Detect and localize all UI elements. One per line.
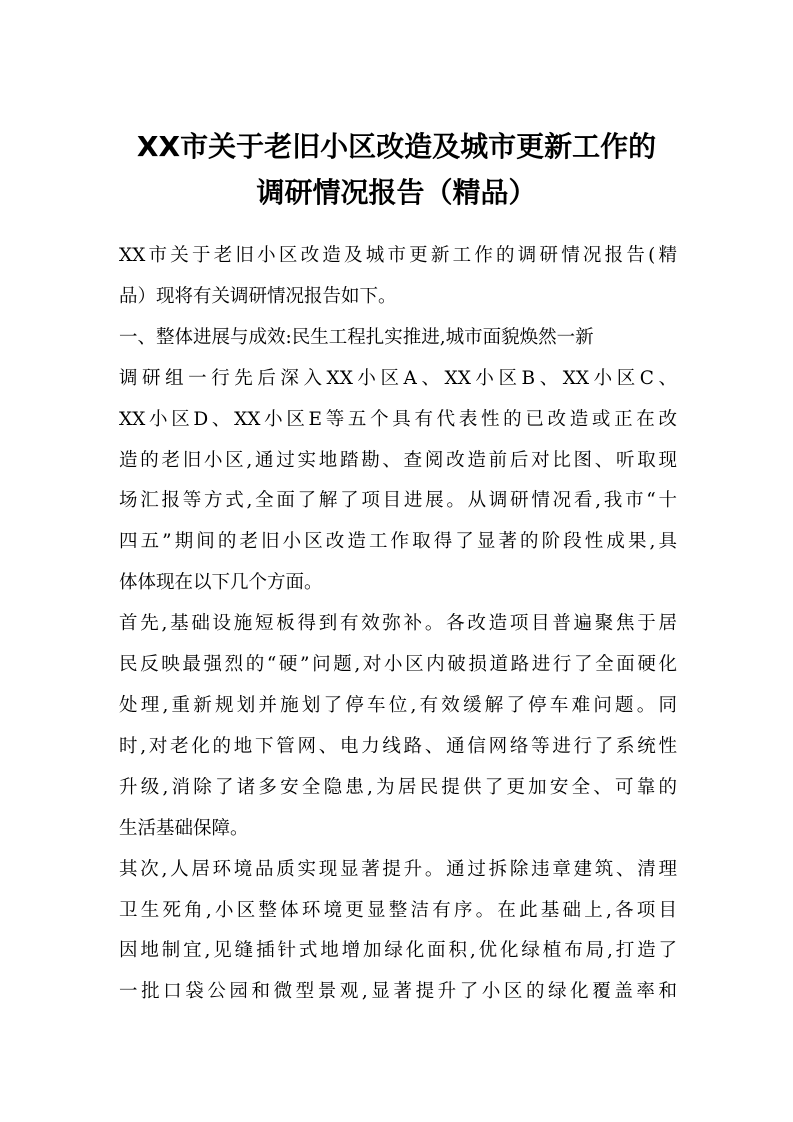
- text-line: 四五”期间的老旧小区改造工作取得了显著的阶段性成果,具: [119, 531, 677, 553]
- text-line: 体体现在以下几个方面。: [119, 572, 323, 594]
- text-line: 处理,重新规划并施划了停车位,有效缓解了停车难问题。同: [119, 694, 677, 716]
- paragraph-intro: [119, 236, 677, 318]
- text-line: 首先,基础设施短板得到有效弥补。各改造项目普遍聚焦于居: [119, 613, 677, 635]
- document-body: [119, 236, 677, 1013]
- section-heading: [119, 318, 677, 359]
- text-line: 造的老旧小区,通过实地踏勘、查阅改造前后对比图、听取现: [119, 449, 677, 471]
- paragraph-environment: [119, 850, 677, 1014]
- text-line: 调研组一行先后深入XX小区A、XX小区B、XX小区C、: [119, 367, 677, 389]
- text-line: 民反映最强烈的“硬”问题,对小区内破损道路进行了全面硬化: [119, 654, 677, 676]
- text-line: 一、整体进展与成效:民生工程扎实推进,城市面貌焕然一新: [119, 326, 594, 348]
- text-line: 升级,消除了诸多安全隐患,为居民提供了更加安全、可靠的: [119, 776, 677, 798]
- text-line: 场汇报等方式,全面了解了项目进展。从调研情况看,我市“十: [119, 490, 677, 512]
- paragraph-infrastructure: [119, 604, 677, 849]
- text-line: 生活基础保障。: [119, 817, 249, 839]
- text-line: XX小区D、XX小区E等五个具有代表性的已改造或正在改: [119, 408, 677, 430]
- text-line: 时,对老化的地下管网、电力线路、通信网络等进行了系统性: [119, 735, 677, 757]
- text-line: 卫生死角,小区整体环境更显整洁有序。在此基础上,各项目: [119, 899, 677, 921]
- document-title-line-2: 调研情况报告（精品）: [256, 176, 537, 209]
- text-line: 一批口袋公园和微型景观,显著提升了小区的绿化覆盖率和: [119, 981, 677, 1003]
- text-line: 其次,人居环境品质实现显著提升。通过拆除违章建筑、清理: [119, 858, 677, 880]
- text-line: XX市关于老旧小区改造及城市更新工作的调研情况报告(精: [119, 245, 677, 266]
- text-line: 因地制宜,见缝插针式地增加绿化面积,优化绿植布局,打造了: [119, 940, 677, 962]
- paragraph-overview: [119, 359, 677, 604]
- text-line: 品）现将有关调研情况报告如下。: [119, 285, 397, 307]
- document-title-line-1: XX市关于老旧小区改造及城市更新工作的: [136, 130, 657, 163]
